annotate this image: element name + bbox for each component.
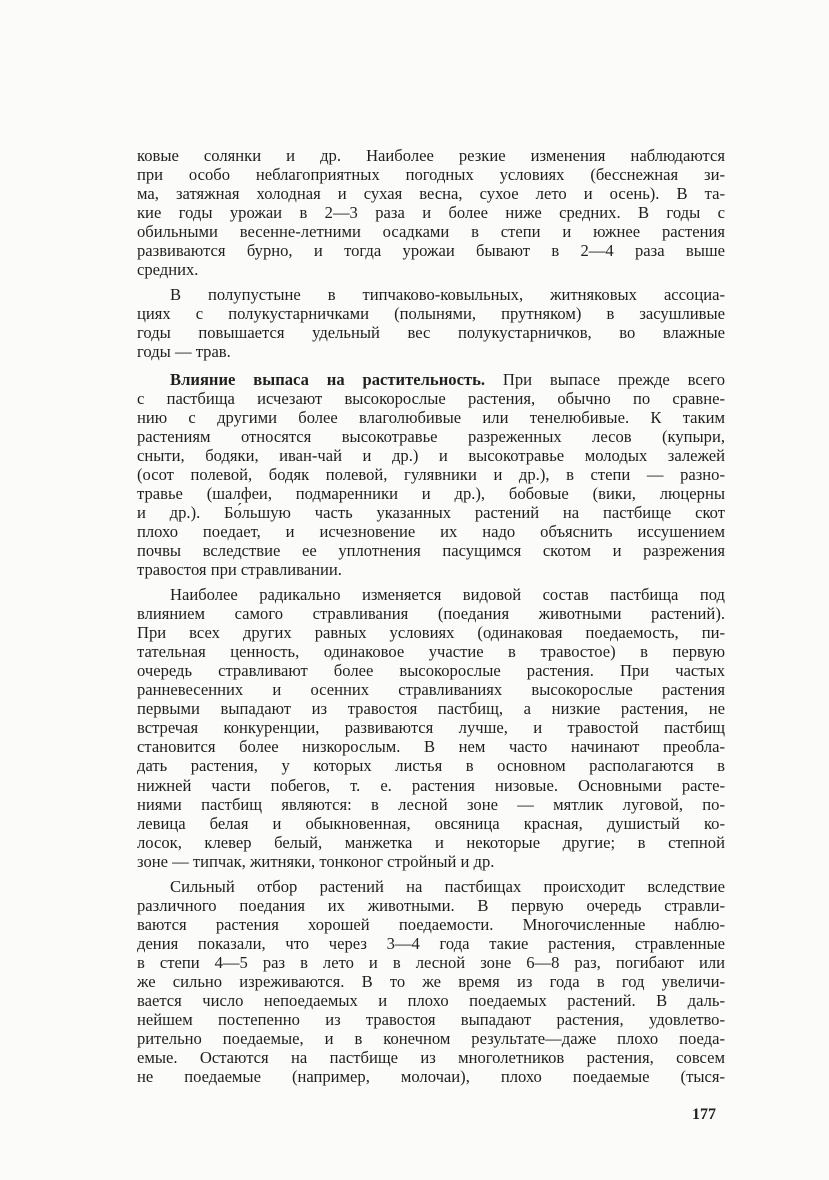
- text-line: [137, 370, 725, 389]
- page-body-text: [137, 146, 725, 1086]
- text-line: Наиболее радикально изменяется видовой состав пастбища под: [170, 585, 725, 605]
- text-line: годы повышается удельный вес полукустарничков, во влажные: [137, 323, 725, 343]
- text-line: с пастбища исчезают высокорослые растения, обычно по сравне-: [137, 388, 725, 408]
- text-line: сныти, бодяки, иван-чай и др.) и высокотравье молодых залежей: [137, 445, 725, 465]
- text-line: левица белая и обыкновенная, овсяница красная, душистый ко-: [137, 813, 725, 833]
- text-line: различного поедания их животными. В первую очередь стравли-: [137, 895, 725, 915]
- text-line: при особо неблагоприятных погодных условиях (бесснежная зи-: [137, 165, 725, 185]
- text-line: нижней части побегов, т. е. растения низовые. Основными расте-: [137, 775, 725, 795]
- text-line: ниями пастбищ являются: в лесной зоне — мятлик луговой, по-: [137, 794, 725, 814]
- text-line: почвы вследствие ее уплотнения пасущимся скотом и разрежения: [137, 540, 725, 560]
- text-line: рительно поедаемые, и в конечном результате—даже плохо поеда-: [137, 1029, 725, 1049]
- text-line: (осот полевой, бодяк полевой, гулявники и др.), в степи — разно-: [137, 464, 725, 484]
- text-line-continuation: При выпасе прежде всего: [485, 369, 725, 389]
- text-line: тательная ценность, одинаковое участие в травостое) в первую: [137, 642, 725, 662]
- text-line: дать растения, у которых листья в основном располагаются в: [137, 756, 725, 776]
- text-line: очередь стравливают более высокорослые растения. При частых: [137, 661, 725, 681]
- text-line: травостоя при стравливании.: [137, 559, 342, 579]
- text-line: средних.: [137, 260, 199, 280]
- text-line: кие годы урожаи в 2—3 раза и более ниже средних. В годы с: [137, 203, 725, 223]
- text-line: ковые солянки и др. Наиболее резкие изменения наблюдаются: [137, 146, 725, 165]
- text-line: растениям относятся высокотравье разреженных лесов (купыри,: [137, 426, 725, 446]
- text-line: лосок, клевер белый, манжетка и некоторые другие; в степной: [137, 832, 725, 852]
- text-line: травье (шалфеи, подмаренники и др.), бобовые (вики, люцерны: [137, 483, 725, 503]
- text-line: В полупустыне в типчаково-ковыльных, житняковых ассоциа-: [170, 285, 725, 305]
- text-line: первыми выпадают из травостоя пастбищ, а низкие растения, не: [137, 699, 725, 719]
- text-line: в степи 4—5 раз в лето и в лесной зоне 6—8 раз, погибают или: [137, 952, 725, 972]
- text-line: ма, затяжная холодная и сухая весна, сухое лето и осень). В та-: [137, 184, 725, 204]
- text-line: же сильно изреживаются. В то же время из года в год увеличи-: [137, 971, 725, 991]
- text-line: циях с полукустарничками (полынями, прутняком) в засушливые: [137, 304, 725, 324]
- text-line: емые. Остаются на пастбище из многолетников растения, совсем: [137, 1048, 725, 1068]
- text-line: влиянием самого стравливания (поедания животными растений).: [137, 604, 725, 624]
- text-line: становится более низкорослым. В нем часто начинают преобла-: [137, 737, 725, 757]
- text-line: нию с другими более влаголюбивые или тенелюбивые. К таким: [137, 407, 725, 427]
- section-heading: Влияние выпаса на растительность.: [170, 369, 486, 389]
- text-line: вается число непоедаемых и плохо поедаемых растений. В даль-: [137, 991, 725, 1011]
- text-line: плохо поедает, и исчезновение их надо объяснить иссушением: [137, 521, 725, 541]
- text-line: дения показали, что через 3—4 года такие растения, стравленные: [137, 933, 725, 953]
- text-line: не поедаемые (например, молочаи), плохо поедаемые (тыся-: [137, 1067, 725, 1087]
- text-line: Сильный отбор растений на пастбищах происходит вследствие: [170, 876, 725, 896]
- text-line: При всех других равных условиях (одинаковая поедаемость, пи-: [137, 623, 725, 643]
- text-line: ранневесенних и осенних стравливаниях высокорослые растения: [137, 680, 725, 700]
- text-line: встречая конкуренции, развиваются лучше, и травостой пастбищ: [137, 718, 725, 738]
- text-line: годы — трав.: [137, 342, 231, 362]
- text-line: и др.). Бо́льшую часть указанных растений на пастбище скот: [137, 502, 725, 522]
- text-line: развиваются бурно, и тогда урожаи бывают в 2—4 раза выше: [137, 241, 725, 261]
- text-line: нейшем постепенно из травостоя выпадают растения, удовлетво-: [137, 1010, 725, 1030]
- text-line: ваются растения хорошей поедаемости. Многочисленные наблю-: [137, 914, 725, 934]
- page-number: 177: [692, 1106, 716, 1123]
- text-line: зоне — типчак, житняки, тонконог стройный и др.: [137, 851, 495, 871]
- text-line: обильными весенне-летними осадками в степи и южнее растения: [137, 222, 725, 242]
